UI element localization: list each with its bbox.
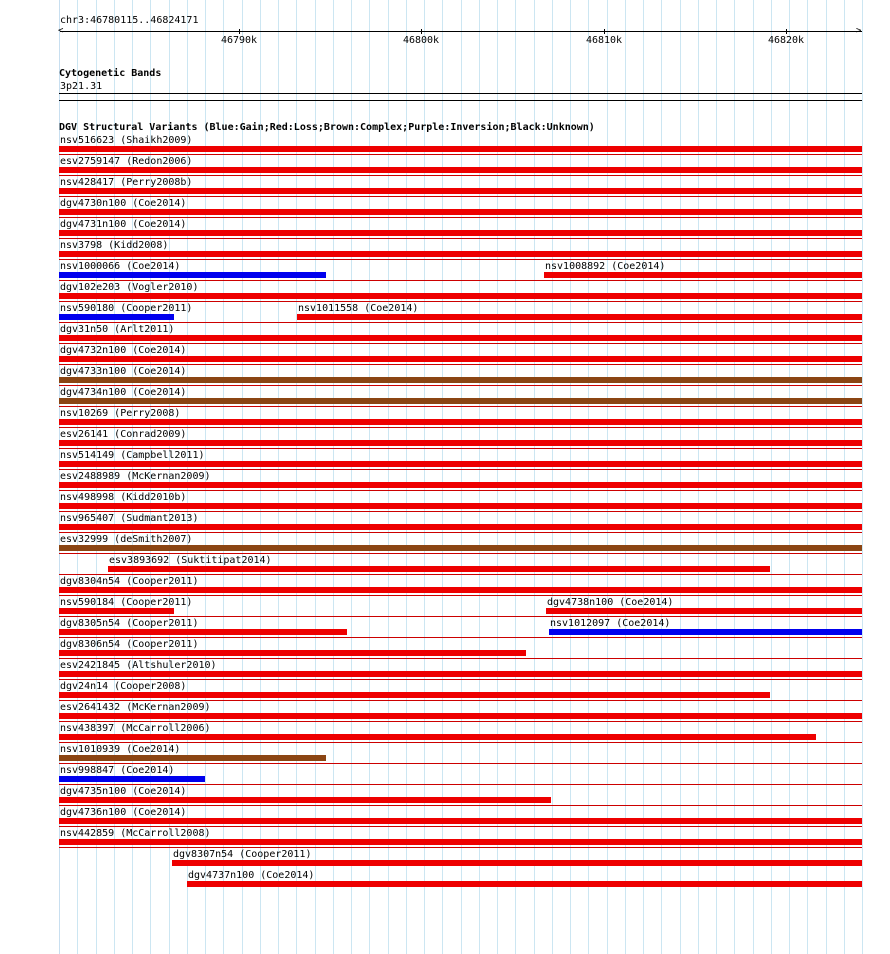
grid-line (844, 0, 845, 954)
variant-bar-loss[interactable] (59, 146, 862, 152)
variant-label[interactable]: dgv8305n54 (Cooper2011) (60, 618, 199, 629)
grid-line (680, 0, 681, 954)
variant-label[interactable]: nsv998847 (Coe2014) (60, 765, 175, 776)
row-separator (59, 385, 862, 386)
variant-label[interactable]: dgv8307n54 (Cooper2011) (173, 849, 312, 860)
row-separator (59, 553, 862, 554)
variant-label[interactable]: dgv4734n100 (Coe2014) (60, 387, 187, 398)
variant-label[interactable]: nsv1008892 (Coe2014) (545, 261, 666, 272)
ruler-tick (239, 29, 240, 34)
variant-label[interactable]: esv2421845 (Altshuler2010) (60, 660, 217, 671)
row-separator (59, 658, 862, 659)
row-separator (59, 469, 862, 470)
variant-label[interactable]: dgv4732n100 (Coe2014) (60, 345, 187, 356)
grid-line (388, 0, 389, 954)
grid-line (588, 0, 589, 954)
cytoband-line-top (59, 93, 862, 94)
ruler-tick-label: 46790k (220, 35, 258, 46)
variant-bar-loss[interactable] (59, 629, 347, 635)
variant-bar-gain[interactable] (59, 272, 326, 278)
variant-label[interactable]: dgv4737n100 (Coe2014) (188, 870, 315, 881)
grid-line (461, 0, 462, 954)
variant-label[interactable]: nsv514149 (Campbell2011) (60, 450, 205, 461)
grid-line (607, 0, 608, 954)
variant-bar-loss[interactable] (59, 587, 862, 593)
variant-label[interactable]: dgv4730n100 (Coe2014) (60, 198, 187, 209)
variant-label[interactable]: dgv8304n54 (Cooper2011) (60, 576, 199, 587)
variant-label[interactable]: nsv438397 (McCarroll2006) (60, 723, 211, 734)
variant-bar-loss[interactable] (59, 188, 862, 194)
variant-bar-loss[interactable] (59, 440, 862, 446)
row-separator (59, 574, 862, 575)
grid-line (807, 0, 808, 954)
variant-label[interactable]: esv3893692 (Suktitipat2014) (109, 555, 272, 566)
grid-line (242, 0, 243, 954)
variant-bar-loss[interactable] (59, 818, 862, 824)
row-separator (59, 826, 862, 827)
variant-bar-loss[interactable] (59, 713, 862, 719)
grid-line (789, 0, 790, 954)
variant-label[interactable]: esv2641432 (McKernan2009) (60, 702, 211, 713)
row-separator (59, 259, 862, 260)
variant-bar-loss[interactable] (59, 797, 551, 803)
grid-line (351, 0, 352, 954)
variant-label[interactable]: dgv24n14 (Cooper2008) (60, 681, 187, 692)
grid-line (223, 0, 224, 954)
variant-bar-loss[interactable] (172, 860, 862, 866)
row-separator (59, 343, 862, 344)
variant-label[interactable]: nsv965407 (Sudmant2013) (60, 513, 199, 524)
row-separator (59, 532, 862, 533)
variant-bar-loss[interactable] (297, 314, 862, 320)
grid-line (643, 0, 644, 954)
row-separator (59, 637, 862, 638)
variant-bar-loss[interactable] (546, 608, 862, 614)
row-separator (59, 700, 862, 701)
variant-label[interactable]: nsv442859 (McCarroll2008) (60, 828, 211, 839)
row-separator (59, 742, 862, 743)
grid-line (570, 0, 571, 954)
variant-bar-complex[interactable] (59, 545, 862, 551)
grid-line (333, 0, 334, 954)
row-separator (59, 175, 862, 176)
grid-line (497, 0, 498, 954)
variant-label[interactable]: dgv4735n100 (Coe2014) (60, 786, 187, 797)
variant-label[interactable]: dgv4738n100 (Coe2014) (547, 597, 674, 608)
variant-bar-complex[interactable] (59, 398, 862, 404)
variant-bar-complex[interactable] (59, 755, 326, 761)
variant-bar-loss[interactable] (59, 839, 862, 845)
variant-label[interactable]: esv26141 (Conrad2009) (60, 429, 187, 440)
variant-bar-loss[interactable] (59, 293, 862, 299)
row-separator (59, 721, 862, 722)
row-separator (59, 217, 862, 218)
row-separator (59, 364, 862, 365)
row-separator (59, 616, 862, 617)
variant-label[interactable]: esv2488989 (McKernan2009) (60, 471, 211, 482)
grid-line (625, 0, 626, 954)
row-separator (59, 427, 862, 428)
grid-line (442, 0, 443, 954)
variant-bar-loss[interactable] (187, 881, 862, 887)
variant-label[interactable]: nsv428417 (Perry2008b) (60, 177, 193, 188)
variant-bar-loss[interactable] (59, 356, 862, 362)
row-separator (59, 511, 862, 512)
variant-bar-loss[interactable] (59, 734, 816, 740)
variant-bar-loss[interactable] (59, 251, 862, 257)
variant-bar-loss[interactable] (59, 461, 862, 467)
grid-line (552, 0, 553, 954)
grid-line (734, 0, 735, 954)
grid-line (406, 0, 407, 954)
variant-bar-loss[interactable] (59, 671, 862, 677)
ruler-tick (604, 29, 605, 34)
ruler-right-arrow-icon: > (856, 26, 862, 36)
grid-line (771, 0, 772, 954)
row-separator (59, 763, 862, 764)
grid-line (260, 0, 261, 954)
grid-line (698, 0, 699, 954)
row-separator (59, 847, 862, 848)
variant-bar-gain[interactable] (59, 776, 205, 782)
variant-label[interactable]: nsv1011558 (Coe2014) (298, 303, 419, 314)
variant-label[interactable]: dgv31n50 (Arlt2011) (60, 324, 175, 335)
ruler-axis (60, 31, 862, 32)
row-separator (59, 595, 862, 596)
variant-label[interactable]: esv32999 (deSmith2007) (60, 534, 193, 545)
ruler-tick (786, 29, 787, 34)
row-separator (59, 280, 862, 281)
ruler-tick (421, 29, 422, 34)
variant-bar-gain[interactable] (549, 629, 862, 635)
variant-bar-loss[interactable] (59, 419, 862, 425)
variant-label[interactable]: nsv1012097 (Coe2014) (550, 618, 671, 629)
grid-line (862, 0, 863, 954)
cytoband-label: 3p21.31 (60, 81, 103, 92)
variant-label[interactable]: dgv8306n54 (Cooper2011) (60, 639, 199, 650)
row-separator (59, 448, 862, 449)
location-label: chr3:46780115..46824171 (60, 15, 199, 26)
variant-label[interactable]: nsv590184 (Cooper2011) (60, 597, 193, 608)
grid-line (296, 0, 297, 954)
grid-line (515, 0, 516, 954)
grid-line (424, 0, 425, 954)
variant-label[interactable]: nsv3798 (Kidd2008) (60, 240, 169, 251)
row-separator (59, 406, 862, 407)
variant-bar-loss[interactable] (59, 503, 862, 509)
row-separator (59, 784, 862, 785)
grid-line (369, 0, 370, 954)
variant-bar-loss[interactable] (59, 167, 862, 173)
grid-line (278, 0, 279, 954)
variant-label[interactable]: nsv516623 (Shaikh2009) (60, 135, 193, 146)
row-separator (59, 238, 862, 239)
ruler-tick-label: 46810k (585, 35, 623, 46)
variant-bar-complex[interactable] (59, 377, 862, 383)
variant-bar-loss[interactable] (59, 482, 862, 488)
row-separator (59, 679, 862, 680)
variant-bar-loss[interactable] (108, 566, 770, 572)
variant-bar-loss[interactable] (59, 692, 770, 698)
variant-label[interactable]: dgv102e203 (Vogler2010) (60, 282, 199, 293)
variant-bar-loss[interactable] (59, 608, 174, 614)
variant-label[interactable]: nsv498998 (Kidd2010b) (60, 492, 187, 503)
row-separator (59, 154, 862, 155)
cytoband-line-bottom (59, 100, 862, 101)
grid-line (826, 0, 827, 954)
grid-line (534, 0, 535, 954)
variant-bar-gain[interactable] (59, 314, 174, 320)
variant-label[interactable]: nsv590180 (Cooper2011) (60, 303, 193, 314)
row-separator (59, 196, 862, 197)
row-separator (59, 805, 862, 806)
variant-bar-loss[interactable] (59, 230, 862, 236)
grid-line (661, 0, 662, 954)
ruler-tick-label: 46800k (402, 35, 440, 46)
variant-bar-loss[interactable] (59, 209, 862, 215)
variant-label[interactable]: dgv4733n100 (Coe2014) (60, 366, 187, 377)
grid-line (716, 0, 717, 954)
grid-line (479, 0, 480, 954)
variant-bar-loss[interactable] (59, 524, 862, 530)
dgv-track-title: DGV Structural Variants (Blue:Gain;Red:Loss;Brown:Complex;Purple:Inversion;Black:Unknown) (59, 122, 595, 133)
variant-bar-loss[interactable] (59, 335, 862, 341)
row-separator (59, 490, 862, 491)
variant-bar-loss[interactable] (59, 650, 526, 656)
ruler-tick-label: 46820k (767, 35, 805, 46)
variant-label[interactable]: nsv10269 (Perry2008) (60, 408, 181, 419)
grid-line (753, 0, 754, 954)
row-separator (59, 301, 862, 302)
variant-bar-loss[interactable] (544, 272, 862, 278)
variant-label[interactable]: nsv1000066 (Coe2014) (60, 261, 181, 272)
ruler-left-arrow-icon: < (58, 26, 64, 36)
cytoband-track-title: Cytogenetic Bands (59, 68, 162, 79)
variant-label[interactable]: dgv4736n100 (Coe2014) (60, 807, 187, 818)
variant-label[interactable]: esv2759147 (Redon2006) (60, 156, 193, 167)
row-separator (59, 322, 862, 323)
grid-line (315, 0, 316, 954)
variant-label[interactable]: nsv1010939 (Coe2014) (60, 744, 181, 755)
variant-label[interactable]: dgv4731n100 (Coe2014) (60, 219, 187, 230)
